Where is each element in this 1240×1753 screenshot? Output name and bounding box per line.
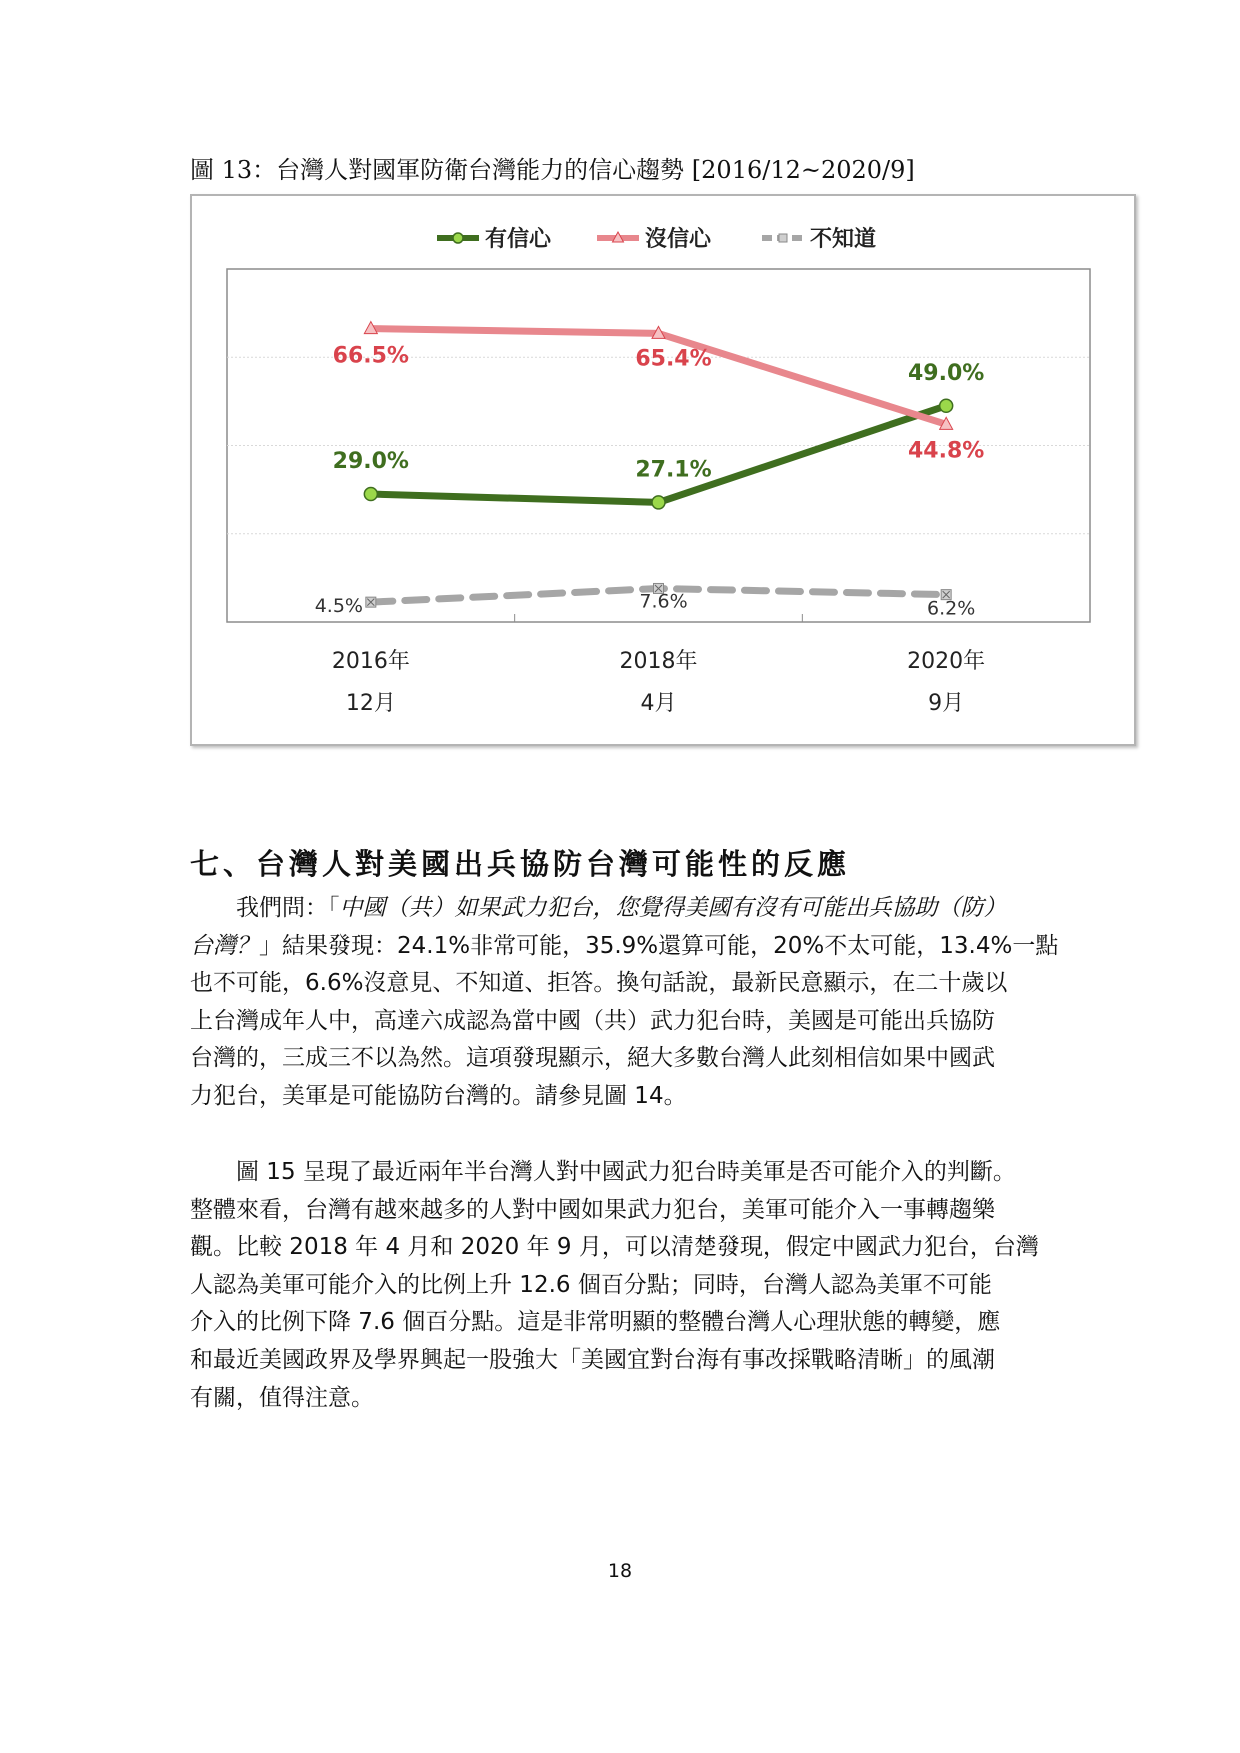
- data-label: 65.4%: [635, 346, 712, 372]
- legend-label: 不知道: [810, 227, 877, 252]
- data-label: 66.5%: [332, 343, 409, 369]
- page-number: 18: [607, 1560, 633, 1582]
- paragraph-line: [190, 890, 1060, 928]
- x-tick-label: 2016年: [331, 649, 410, 674]
- data-label: 4.5%: [314, 595, 363, 618]
- x-tick-label: 12月: [345, 691, 396, 716]
- paragraph-line: 力犯台，美軍是可能協防台灣的。請參見圖 14。: [190, 1082, 687, 1109]
- data-label: 49.0%: [908, 360, 985, 386]
- line-chart: [190, 194, 1136, 746]
- data-label: 6.2%: [927, 597, 976, 620]
- question-text: 台灣？: [190, 932, 259, 959]
- section-title: 七、台灣人對美國出兵協防台灣可能性的反應: [190, 847, 851, 881]
- paragraph-line: 和最近美國政界及學界興起一股強大「美國宜對台海有事改採戰略清晰」的風潮: [190, 1346, 995, 1373]
- text-span: 我們問：「: [236, 895, 340, 921]
- paragraph-line: 圖 15 呈現了最近兩年半台灣人對中國武力犯台時美軍是否可能介入的判斷。: [236, 1159, 1016, 1185]
- legend-label: 沒信心: [645, 227, 712, 252]
- x-tick-label: 4月: [640, 691, 677, 716]
- paragraph-line: 觀。比較 2018 年 4 月和 2020 年 9 月，可以清楚發現，假定中國武力犯台，台灣: [190, 1234, 1039, 1261]
- paragraph-line: 也不可能，6.6%沒意見、不知道、拒答。換句話說，最新民意顯示，在二十歲以: [190, 970, 1008, 997]
- question-text: 中國（共）如果武力犯台，您覺得美國有沒有可能出兵協助（防）: [339, 895, 1007, 921]
- figure-caption: 圖 13：台灣人對國軍防衛台灣能力的信心趨勢 [2016/12~2020/9]: [190, 156, 915, 184]
- paragraph-line: 台灣的，三成三不以為然。這項發現顯示，絕大多數台灣人此刻相信如果中國武: [190, 1045, 995, 1072]
- x-tick-label: 2018年: [619, 649, 698, 674]
- x-tick-label: 9月: [928, 691, 965, 716]
- paragraph-line: 上台灣成年人中，高達六成認為當中國（共）武力犯台時，美國是可能出兵協防: [190, 1007, 995, 1034]
- legend-label: 有信心: [485, 227, 552, 252]
- paragraph-line: 有關，值得注意。: [190, 1384, 374, 1411]
- paragraph-1: [190, 890, 1060, 1116]
- paragraph-line: 整體來看，台灣有越來越多的人對中國如果武力犯台，美軍可能介入一事轉趨樂: [190, 1196, 995, 1223]
- paragraph-2: [190, 1154, 1060, 1417]
- x-tick-label: 2020年: [907, 649, 986, 674]
- data-point: [940, 399, 953, 412]
- chart-svg: [192, 196, 1134, 744]
- data-point: [652, 496, 665, 509]
- paragraph-line: [190, 928, 1060, 966]
- text-span: 」結果發現：24.1%非常可能，35.9%還算可能，20%不太可能，13.4%一點: [259, 932, 1059, 959]
- data-label: 29.0%: [332, 449, 409, 475]
- data-point: [364, 488, 377, 501]
- data-label: 27.1%: [635, 457, 712, 483]
- legend-marker: [779, 234, 787, 242]
- data-label: 7.6%: [639, 590, 688, 613]
- paragraph-line: 介入的比例下降 7.6 個百分點。這是非常明顯的整體台灣人心理狀態的轉變，應: [190, 1309, 1001, 1336]
- paragraph-line: 人認為美軍可能介入的比例上升 12.6 個百分點；同時，台灣人認為美軍不可能: [190, 1271, 992, 1298]
- data-label: 44.8%: [908, 438, 985, 464]
- legend-marker: [453, 233, 463, 243]
